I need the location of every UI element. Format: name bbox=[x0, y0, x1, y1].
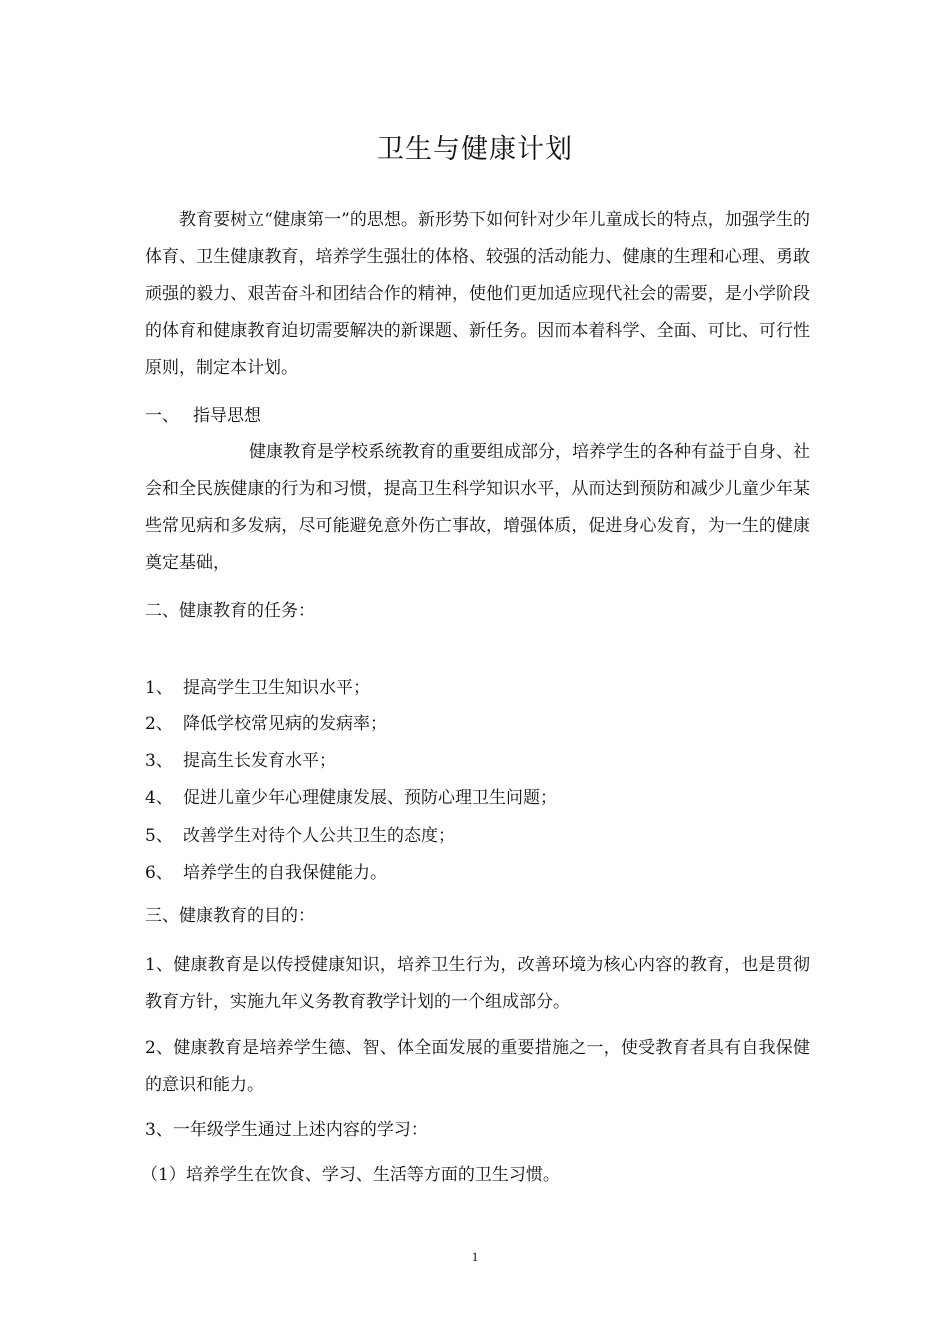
purpose-sub-item-1: （1）培养学生在饮食、学习、生活等方面的卫生习惯。 bbox=[141, 1165, 560, 1185]
task-item-6 bbox=[145, 861, 387, 885]
task-item-1 bbox=[145, 676, 370, 700]
task-item-number: 6、 bbox=[145, 863, 173, 883]
task-item-text: 改善学生对待个人公共卫生的态度； bbox=[183, 826, 455, 846]
task-item-number: 2、 bbox=[145, 714, 173, 734]
purpose-paragraph-1: 1、健康教育是以传授健康知识，培养卫生行为，改善环境为核心内容的教育，也是贯彻教育方针，实施九年义务教育教学计划的一个组成部分。 bbox=[145, 955, 810, 1012]
task-item-3 bbox=[145, 749, 336, 773]
document-title: 卫生与健康计划 bbox=[377, 134, 573, 165]
task-item-number: 3、 bbox=[145, 751, 173, 771]
intro-paragraph: 教育要树立“健康第一”的思想。新形势下如何针对少年儿童成长的特点，加强学生的体育、卫生健康教育，培养学生强壮的体格、较强的活动能力、健康的生理和心理、勇敢顽强的毅力、艰苦奋斗和团结合作的精神，使他们更加适应现代社会的需要，是小学阶段的体育和健康教育迫切需要解决的新课题、新任务。因而本着科学、全面、可比、可行性原则，制定本计划。 bbox=[145, 210, 810, 378]
task-item-text: 提高学生卫生知识水平； bbox=[183, 678, 370, 698]
section2-heading: 二、健康教育的任务： bbox=[145, 601, 315, 621]
section1-paragraph: 健康教育是学校系统教育的重要组成部分，培养学生的各种有益于自身、社会和全民族健康的行为和习惯，提高卫生科学知识水平，从而达到预防和减少儿童少年某些常见病和多发病，尽可能避免意外伤亡事故，增强体质，促进身心发育，为一生的健康奠定基础， bbox=[145, 442, 810, 573]
task-item-text: 降低学校常见病的发病率； bbox=[183, 714, 387, 734]
task-item-number: 5、 bbox=[145, 826, 173, 846]
section3-heading: 三、健康教育的目的： bbox=[145, 906, 315, 926]
task-item-number: 1、 bbox=[145, 678, 173, 698]
task-item-text: 培养学生的自我保健能力。 bbox=[183, 863, 387, 883]
section1-heading bbox=[145, 404, 261, 428]
task-item-text: 提高生长发育水平； bbox=[183, 751, 336, 771]
page-number: 1 bbox=[471, 1249, 479, 1264]
purpose-paragraph-3: 3、一年级学生通过上述内容的学习： bbox=[145, 1120, 428, 1140]
purpose-paragraph-2: 2、健康教育是培养学生德、智、体全面发展的重要措施之一，使受教育者具有自我保健的意识和能力。 bbox=[145, 1038, 810, 1095]
section1-number: 一、 bbox=[145, 406, 179, 426]
task-item-number: 4、 bbox=[145, 788, 173, 808]
task-item-4 bbox=[145, 786, 557, 810]
section1-title: 指导思想 bbox=[193, 406, 261, 426]
task-item-5 bbox=[145, 824, 455, 848]
task-item-text: 促进儿童少年心理健康发展、预防心理卫生问题； bbox=[183, 788, 557, 808]
task-item-2 bbox=[145, 712, 387, 736]
